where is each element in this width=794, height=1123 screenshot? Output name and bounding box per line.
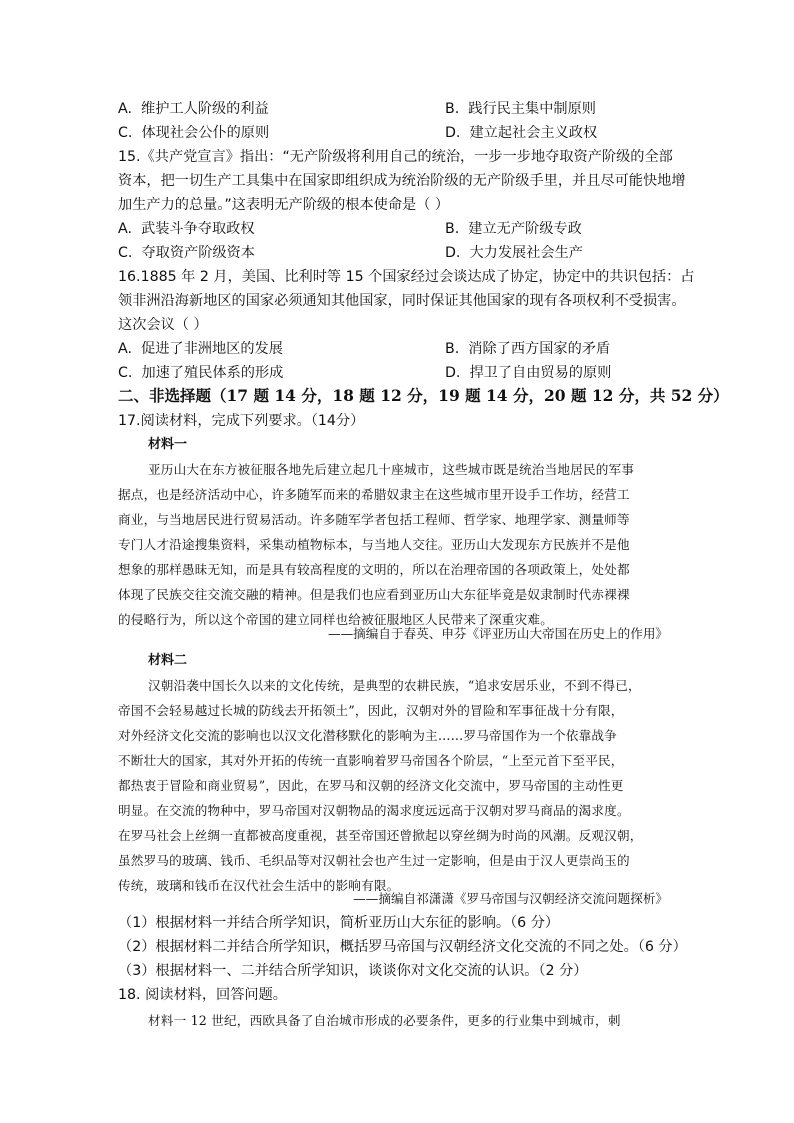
q16-stem-line: 这次会议（ ） xyxy=(118,317,208,333)
q15-stem-line: 资本，把一切生产工具集中在国家即组织成为统治阶级的无产阶级手里，并且尽可能快地增 xyxy=(118,173,686,189)
material-one-source: ——摘编自于春英、申芬《评亚历山大帝国在历史上的作用》 xyxy=(327,626,668,641)
q15-stem-line: 15.《共产党宣言》指出：“无产阶级将利用自己的统治，一步一步地夺取资产阶级的全部 xyxy=(118,149,673,165)
q14-option-c: C. 体现社会公仆的原则 xyxy=(118,125,270,141)
material-one-line: 亚历山大在东方被征服各地先后建立起几十座城市，这些城市既是统治当地居民的军事 xyxy=(148,462,635,477)
q17-sub-question-1: （1）根据材料一并结合所学知识，简析亚历山大东征的影响。（6 分） xyxy=(118,915,560,931)
q14-option-a: A. 维护工人阶级的利益 xyxy=(118,101,269,117)
material-two-line: 对外经济文化交流的影响也以汉文化潜移默化的影响为主……罗马帝国作为一个依靠战争 xyxy=(118,728,617,743)
material-one-line: 据点，也是经济活动中心，许多随军而来的希腊奴隶主在这些城市里开设手工作坊，经营工 xyxy=(118,487,630,502)
material-one-line: 想象的那样愚昧无知，而是具有较高程度的文明的，所以在治理帝国的各项政策上，处处都 xyxy=(118,562,630,577)
q14-option-d: D. 建立起社会主义政权 xyxy=(445,125,598,141)
q17-sub-question-3: （3）根据材料一、二并结合所学知识，谈谈你对文化交流的认识。（2 分） xyxy=(118,963,588,979)
material-two-line: 传统，玻璃和钱币在汉代社会生活中的影响有限。 xyxy=(118,878,400,893)
q16-stem-line: 16.1885 年 2 月，美国、比利时等 15 个国家经过会谈达成了协定，协定中的共识包括：占 xyxy=(118,269,695,285)
material-two-title: 材料二 xyxy=(148,653,188,668)
material-one-line: 的侵略行为，所以这个帝国的建立同样也给被征服地区人民带来了深重灾难。 xyxy=(118,612,553,627)
q17-intro: 17.阅读材料，完成下列要求。（14分） xyxy=(118,413,365,429)
q16-option-d: D. 捍卫了自由贸易的原则 xyxy=(445,365,612,381)
material-two-line: 在罗马社会上丝绸一直都被高度重视，甚至帝国还曾掀起以穿丝绸为时尚的风潮。反观汉朝， xyxy=(118,828,643,843)
q15-option-b: B. 建立无产阶级专政 xyxy=(445,221,582,237)
material-one-line: 专门人才沿途搜集资料，采集动植物标本，与当地人交往。亚历山大发现东方民族并不是他 xyxy=(118,537,630,552)
material-two-line: 明显。在交流的物种中，罗马帝国对汉朝物品的渴求度远远高于汉朝对罗马商品的渴求度。 xyxy=(118,803,630,818)
material-two-line: 不断壮大的国家，其对外开拓的传统一直影响着罗马帝国各个阶层，“上至元首下至平民， xyxy=(118,753,624,768)
q18-material-one-line: 材料一 12 世纪，西欧具备了自治城市形成的必要条件，更多的行业集中到城市，刺 xyxy=(148,1013,621,1028)
q15-option-d: D. 大力发展社会生产 xyxy=(445,245,583,261)
material-one-line: 商业，与当地居民进行贸易活动。许多随军学者包括工程师、哲学家、地理学家、测量师等 xyxy=(118,512,630,527)
section-title: 二、非选择题（17 题 14 分，18 题 12 分，19 题 14 分，20 题 12 分，共 52 分） xyxy=(118,386,729,405)
q16-stem-line: 领非洲沿海新地区的国家必须通知其他国家，同时保证其他国家的现有各项权利不受损害。 xyxy=(118,293,686,309)
q15-stem-line: 加生产力的总量。”这表明无产阶级的根本使命是（ ） xyxy=(118,197,450,213)
q16-option-a: A. 促进了非洲地区的发展 xyxy=(118,341,283,357)
q17-sub-question-2: （2）根据材料二并结合所学知识，概括罗马帝国与汉朝经济文化交流的不同之处。（6 分） xyxy=(118,939,687,955)
material-one-title: 材料一 xyxy=(148,437,188,452)
material-two-line: 汉朝沿袭中国长久以来的文化传统，是典型的农耕民族，“追求安居乐业，不到不得已， xyxy=(148,678,641,693)
material-two-line: 都热衷于冒险和商业贸易”，因此，在罗马和汉朝的经济文化交流中，罗马帝国的主动性更 xyxy=(118,778,624,793)
q16-option-c: C. 加速了殖民体系的形成 xyxy=(118,365,284,381)
material-two-source: ——摘编自祁潇潇《罗马帝国与汉朝经济交流问题探析》 xyxy=(353,891,668,906)
material-two-line: 帝国不会轻易越过长城的防线去开拓领土”，因此，汉朝对外的冒险和军事征战十分有限， xyxy=(118,703,624,718)
q14-option-b: B. 践行民主集中制原则 xyxy=(445,101,596,117)
q15-option-c: C. 夺取资产阶级资本 xyxy=(118,245,255,261)
q18-intro: 18. 阅读材料，回答问题。 xyxy=(118,987,287,1003)
material-one-line: 体现了民族交往交流交融的精神。但是我们也应看到亚历山大东征毕竟是奴隶制时代赤裸裸 xyxy=(118,587,630,602)
q16-option-b: B. 消除了西方国家的矛盾 xyxy=(445,341,611,357)
q15-option-a: A. 武装斗争夺取政权 xyxy=(118,221,255,237)
material-two-line: 虽然罗马的玻璃、钱币、毛织品等对汉朝社会也产生过一定影响，但是由于汉人更崇尚玉的 xyxy=(118,853,630,868)
